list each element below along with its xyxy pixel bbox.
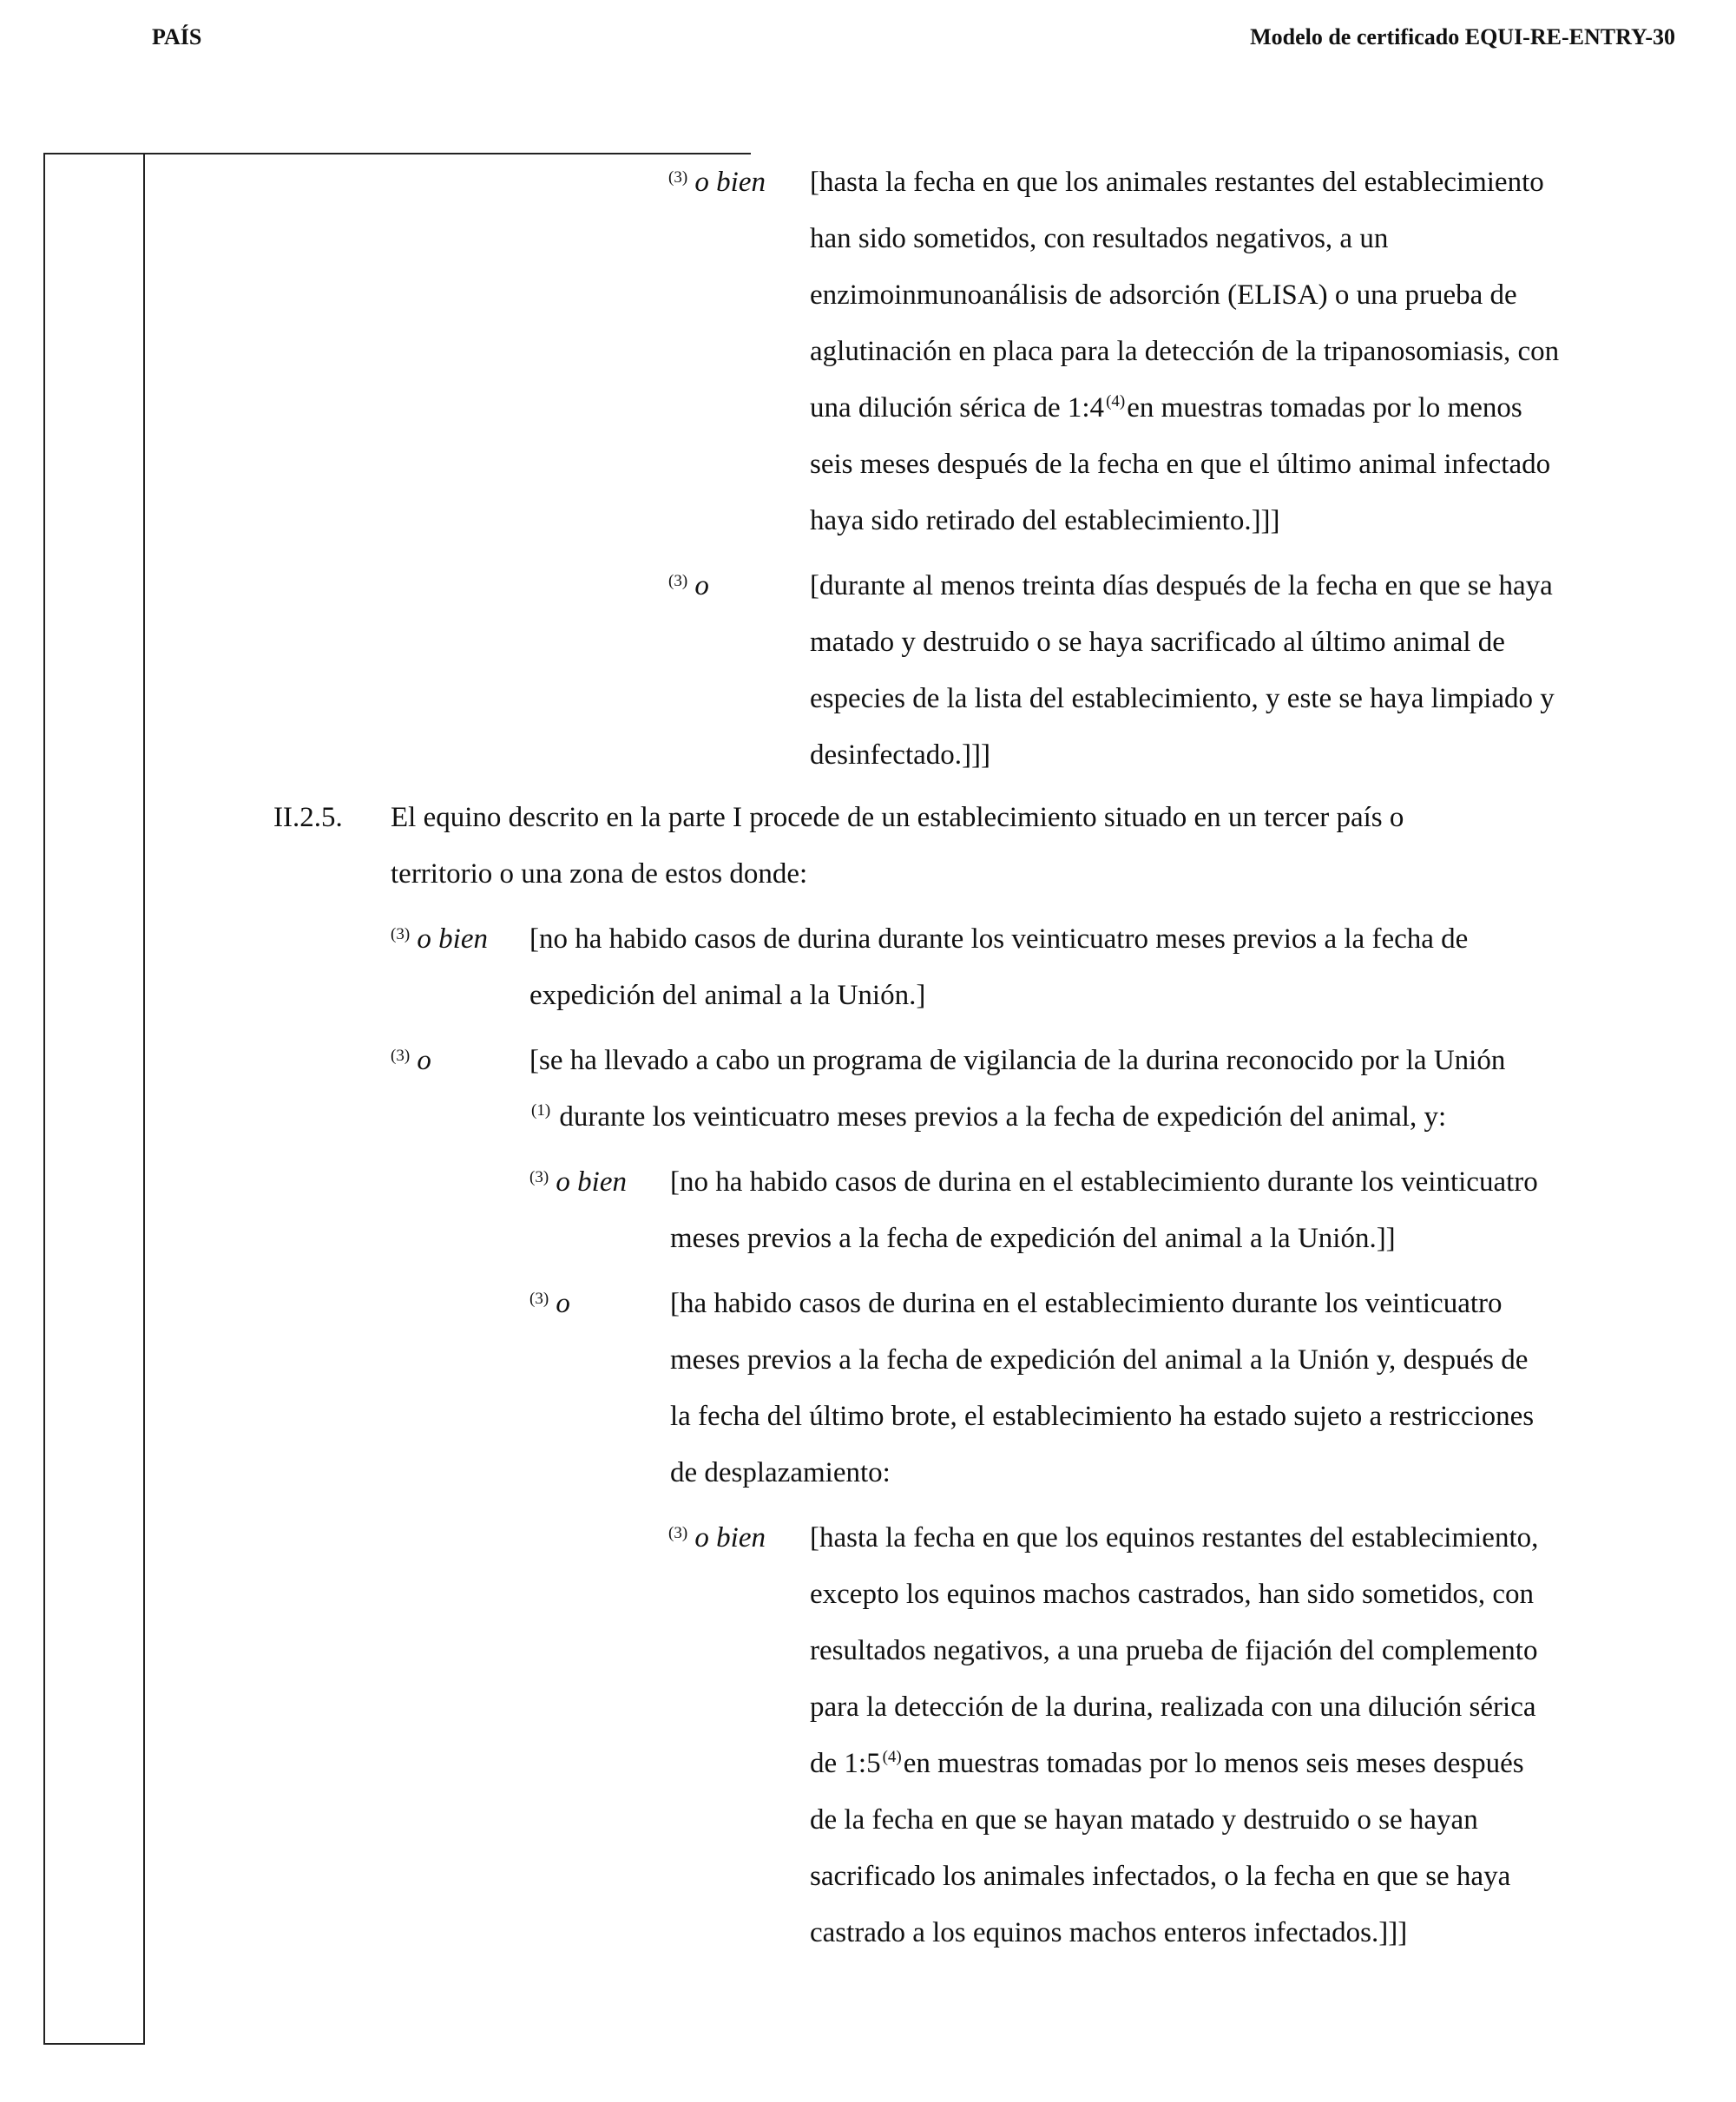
text-line: [hasta la fecha en que los animales restantes del establecimiento <box>810 167 1544 198</box>
text-line: enzimoinmunoanálisis de adsorción (ELISA) o una prueba de <box>810 279 1517 311</box>
text-line: [no ha habido casos de durina durante los veinticuatro meses previos a la fecha de <box>529 923 1469 955</box>
text-line: [hasta la fecha en que los equinos restantes del establecimiento, <box>810 1522 1539 1554</box>
text-line: haya sido retirado del establecimiento.]]] <box>810 505 1280 536</box>
header-certificate-model: Modelo de certificado EQUI-RE-ENTRY-30 <box>1250 24 1675 49</box>
text-line: especies de la lista del establecimiento, y este se haya limpiado y <box>810 683 1555 714</box>
option-marker: $^{(3)}$ o bien <box>668 1522 766 1554</box>
text-line: territorio o una zona de estos donde: <box>391 858 808 890</box>
option-marker: $^{(3)}$ o <box>391 1045 431 1076</box>
text-line: expedición del animal a la Unión.] <box>529 980 926 1011</box>
footnote-ref: (4) <box>882 1748 902 1766</box>
option-marker: $^{(3)}$ o bien <box>668 167 766 198</box>
text-line: de la fecha en que se hayan matado y destruido o se hayan <box>810 1804 1478 1836</box>
text-line: castrado a los equinos machos enteros infectados.]]] <box>810 1917 1408 1948</box>
text-line: de 1:5 $^{(4)}$en muestras tomadas por lo menos seis meses después <box>810 1748 1524 1779</box>
text-line: [no ha habido casos de durina en el establecimiento durante los veinticuatro <box>670 1166 1538 1198</box>
footnote-ref: (1) <box>531 1101 551 1120</box>
text-line: meses previos a la fecha de expedición del animal a la Unión.]] <box>670 1223 1396 1254</box>
text-line: [durante al menos treinta días después de la fecha en que se haya <box>810 570 1553 601</box>
frame-left-line <box>43 153 45 2045</box>
option-marker: $^{(3)}$ o <box>668 570 709 601</box>
option-marker: $^{(3)}$ o bien <box>391 923 488 955</box>
text-line: sacrificado los animales infectados, o la fecha en que se haya <box>810 1861 1511 1892</box>
option-marker: $^{(3)}$ o <box>529 1288 570 1319</box>
text-line: $^{(1)}$ durante los veinticuatro meses previos a la fecha de expedición del animal, y: <box>531 1101 1447 1133</box>
text-line: de desplazamiento: <box>670 1457 891 1488</box>
text-line: [ha habido casos de durina en el establecimiento durante los veinticuatro <box>670 1288 1503 1319</box>
text-line: matado y destruido o se haya sacrificado al último animal de <box>810 627 1505 658</box>
text-line: aglutinación en placa para la detección de la tripanosomiasis, con <box>810 336 1560 367</box>
text-line: para la detección de la durina, realizada con una dilución sérica <box>810 1691 1536 1723</box>
section-number: II.2.5. <box>273 802 343 833</box>
header-country: PAÍS <box>152 24 202 49</box>
text-line: [se ha llevado a cabo un programa de vigilancia de la durina reconocido por la Unión <box>529 1045 1506 1076</box>
frame-top-line <box>43 153 751 154</box>
option-marker: $^{(3)}$ o bien <box>529 1166 627 1198</box>
frame-bottom-line <box>43 2043 145 2045</box>
text-line: meses previos a la fecha de expedición del animal a la Unión y, después de <box>670 1344 1529 1376</box>
text-line: una dilución sérica de 1:4 $^{(4)}$en muestras tomadas por lo menos <box>810 392 1522 424</box>
text-line: resultados negativos, a una prueba de fijación del complemento <box>810 1635 1538 1666</box>
text-line: seis meses después de la fecha en que el último animal infectado <box>810 449 1551 480</box>
footnote-ref: (4) <box>1106 392 1126 411</box>
text-line: la fecha del último brote, el establecimiento ha estado sujeto a restricciones <box>670 1401 1535 1432</box>
frame-inner-line <box>143 153 145 2045</box>
text-line: desinfectado.]]] <box>810 739 990 771</box>
text-line: han sido sometidos, con resultados negativos, a un <box>810 223 1389 254</box>
text-line: El equino descrito en la parte I procede de un establecimiento situado en un tercer país o <box>391 802 1404 833</box>
text-line: excepto los equinos machos castrados, han sido sometidos, con <box>810 1579 1535 1610</box>
